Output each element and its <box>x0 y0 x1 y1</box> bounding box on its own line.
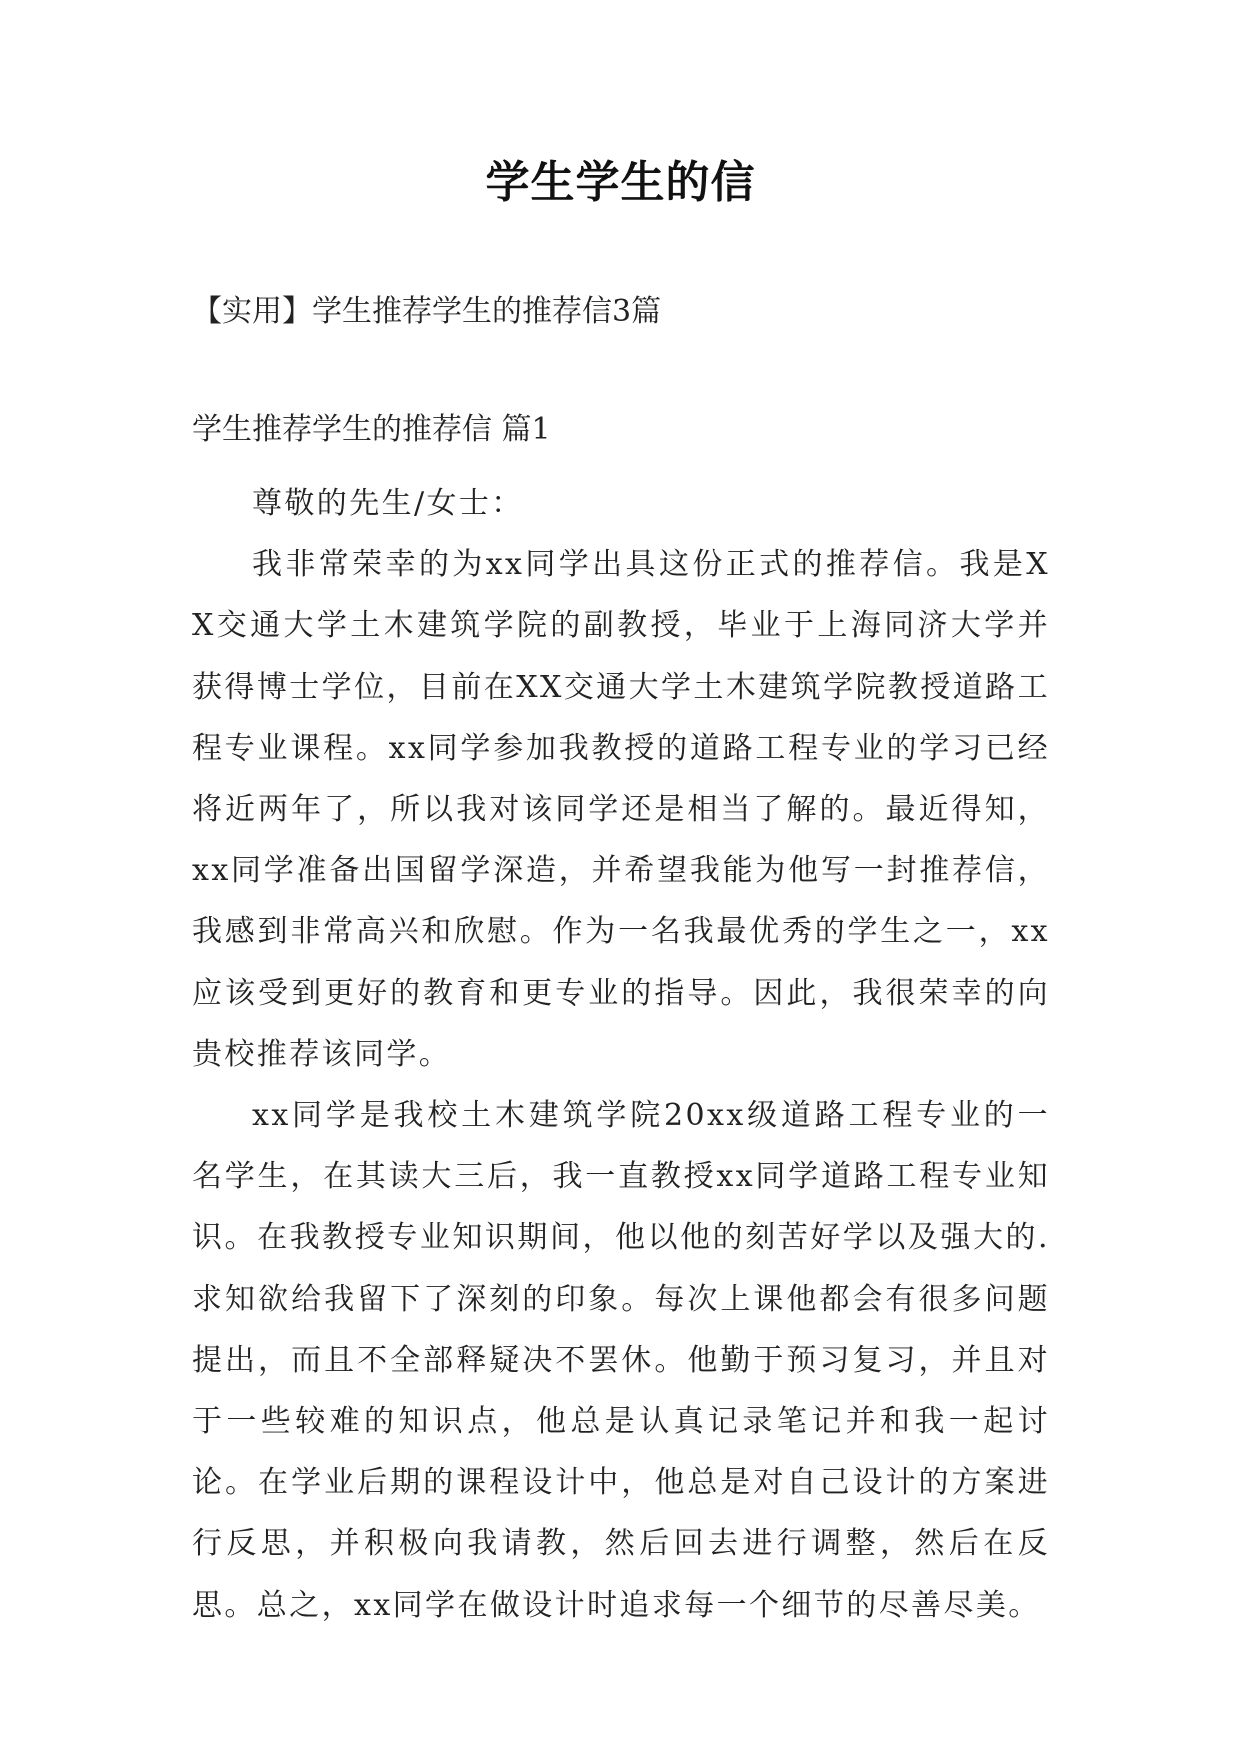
letter-body <box>192 473 1050 1636</box>
body-paragraph: 我非常荣幸的为xx同学出具这份正式的推荐信。我是XX交通大学土木建筑学院的副教授，毕业于上海同济大学并获得博士学位，目前在XX交通大学土木建筑学院教授道路工程专业课程。xx同学参加我教授的道路工程专业的学习已经将近两年了，所以我对该同学还是相当了解的。最近得知，xx同学准备出国留学深造，并希望我能为他写一封推荐信，我感到非常高兴和欣慰。作为一名我最优秀的学生之一，xx应该受到更好的教育和更专业的指导。因此，我很荣幸的向贵校推荐该同学。 <box>192 547 1050 1072</box>
document-subtitle: 【实用】学生推荐学生的推荐信3篇 <box>192 294 662 329</box>
document-title: 学生学生的信 <box>485 157 756 208</box>
salutation: 尊敬的先生/女士： <box>252 486 524 521</box>
body-paragraph: xx同学是我校土木建筑学院20xx级道路工程专业的一名学生，在其读大三后，我一直教授xx同学道路工程专业知识。在我教授专业知识期间，他以他的刻苦好学以及强大的.求知欲给我留下了深刻的印象。每次上课他都会有很多问题提出，而且不全部释疑决不罢休。他勤于预习复习，并且对于一些较难的知识点，他总是认真记录笔记并和我一起讨论。在学业后期的课程设计中，他总是对自己设计的方案进行反思，并积极向我请教，然后回去进行调整，然后在反思。总之，xx同学在做设计时追求每一个细节的尽善尽美。 <box>192 1098 1050 1623</box>
section-heading: 学生推荐学生的推荐信 篇1 <box>192 412 551 447</box>
